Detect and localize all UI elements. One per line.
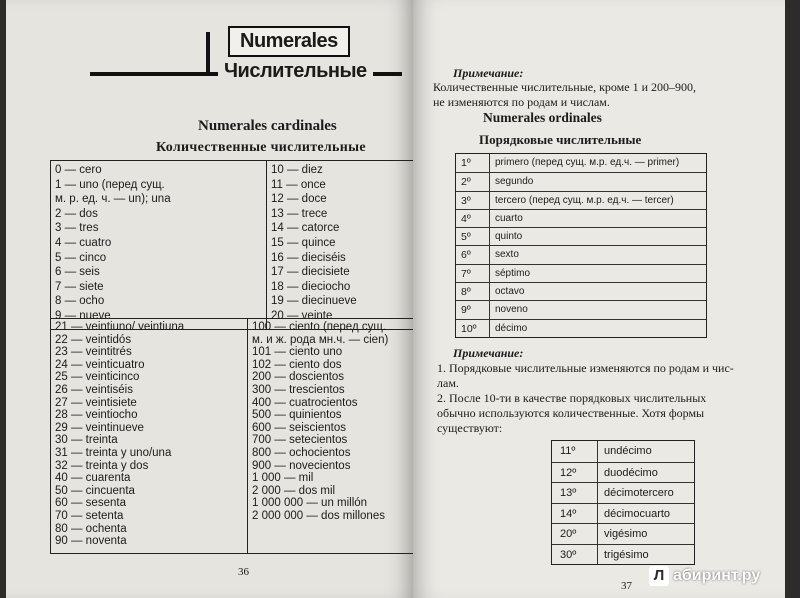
text-line: 60 — sesenta [55,497,126,510]
ordinal-number: 3º [456,192,490,209]
text-line: 500 — quinientos [252,409,342,422]
cardinals-table-1-col-1 [51,161,266,329]
ordinal-number: 14º [552,504,598,524]
text-line: 600 — seiscientos [252,421,346,434]
ordinal-number: 20º [552,524,598,544]
header-rule-vertical [206,32,210,74]
left-page [6,0,413,598]
cardinals-table-1-col-2 [266,161,413,329]
text-line: 900 — novecientos [252,459,351,472]
ordinal-word: quinto [495,231,523,243]
text-line: 7 — siete [55,280,104,293]
text-line: 28 — veintiocho [55,409,138,422]
ordinal-number: 4º [456,210,490,227]
labirint-logo-icon: Л [649,566,669,586]
text-line: Количественные числительные, кроме 1 и 200–900, [433,80,697,94]
section-title-russian: Количественные числительные [156,140,366,155]
text-line: 5 — cinco [55,251,107,264]
ordinal-number: 30º [552,545,598,565]
table-row [552,503,694,524]
text-line: 300 — trescientos [252,383,345,396]
ordinal-number: 11º [552,441,598,462]
ordinals-title-spanish: Numerales ordinales [483,110,602,125]
text-line: 50 — cincuenta [55,484,135,497]
ordinal-number: 12º [552,463,598,483]
text-line: 21 — veintiuno/ veintiuna [55,321,185,333]
ordinal-word: cuarto [495,212,523,224]
text-line: 11 — once [271,178,326,191]
text-line: 2. После 10-ти в качестве порядковых числительных [437,391,707,405]
text-line: 400 — cuatrocientos [252,396,358,409]
table-row [552,441,694,462]
table-row [552,482,694,503]
ordinal-word: décimocuarto [604,507,671,520]
text-line: обычно используются количественные. Хотя формы [437,406,705,420]
ordinal-number: 6º [456,246,490,263]
text-line: 700 — setecientos [252,434,348,447]
page-number-right: 37 [621,580,632,592]
cardinals-table-2-col-2 [247,319,413,553]
text-line: 4 — cuatro [55,236,112,249]
text-line: 2 000 — dos mil [252,484,336,497]
text-line: 800 — ochocientos [252,446,351,459]
text-line: 2 000 000 — dos millones [252,509,385,522]
text-line: 16 — dieciséis [271,251,346,264]
text-line: м. и ж. рода мн.ч. — cien) [252,333,389,346]
text-line: 40 — cuarenta [55,472,131,485]
ordinal-word: primero (перед сущ. м.р. ед.ч. — primer) [495,157,680,168]
text-line: не изменяются по родам и числам. [433,95,610,109]
table-row [456,264,706,282]
note2-title: Примечание: [453,346,524,360]
text-line: 14 — catorce [271,222,340,235]
ordinal-word: undécimo [604,445,652,457]
text-line: 102 — ciento dos [252,358,342,371]
text-line: м. р. ед. ч. — un); una [55,193,171,206]
right-page [413,0,785,598]
table-row [456,172,706,190]
cardinals-table-2 [50,318,414,554]
ordinal-number: 8º [456,283,490,300]
text-line: 80 — ochenta [55,522,127,535]
text-line: 32 — treinta y dos [55,459,149,472]
text-line: 1. Порядковые числительные изменяются по родам и чис- [437,361,734,375]
text-line: 12 — doce [271,193,327,206]
table-row [456,319,706,337]
text-line: 24 — veinticuatro [55,358,145,371]
header-russian: Числительные [218,60,373,83]
higher-ordinals-table [551,440,695,565]
ordinal-word: trigésimo [604,548,649,561]
text-line: 13 — trece [271,207,328,220]
ordinal-number: 1º [456,154,490,172]
header-spanish: Numerales [228,26,350,57]
watermark-logo [649,566,760,586]
text-line: 20 — veinte [271,309,333,322]
note1-title: Примечание: [453,66,524,80]
table-row [456,227,706,245]
text-line: 17 — diecisiete [271,266,350,279]
table-row [456,282,706,300]
text-line: 6 — seis [55,266,100,279]
text-line: 30 — treinta [55,434,118,447]
text-line: 10 — diez [271,164,323,176]
ordinal-word: octavo [495,286,525,298]
table-row [456,154,706,172]
cardinals-table-1 [50,160,414,330]
text-line: 25 — veinticinco [55,371,140,384]
text-line: 8 — ocho [55,295,105,308]
text-line: 26 — veintiséis [55,383,133,396]
table-row [456,209,706,227]
note1-text [433,80,696,110]
text-line: 70 — setenta [55,509,124,522]
text-line: 90 — noventa [55,535,127,548]
page-number-left: 36 [238,566,249,578]
text-line: 19 — diecinueve [271,295,357,308]
text-line: 9 — nueve [55,309,111,322]
text-line: 1 000 — mil [252,472,314,485]
text-line: 29 — veintinueve [55,421,144,434]
text-line: существуют: [437,421,503,435]
ordinal-number: 5º [456,228,490,245]
note2-text [437,361,777,436]
text-line: 100 — ciento (перед сущ. [252,321,387,333]
ordinals-table [455,153,707,338]
ordinal-number: 7º [456,265,490,282]
ordinal-word: tercero (перед сущ. м.р. ед.ч. — tercer) [495,194,674,206]
text-line: 18 — dieciocho [271,280,351,293]
text-line: 3 — tres [55,222,99,235]
ordinal-number: 2º [456,173,490,190]
cardinals-table-2-col-1 [51,319,247,553]
ordinals-title-russian: Порядковые числительные [479,132,642,147]
text-line: 0 — cero [55,164,102,176]
ordinal-word: sexto [495,249,519,261]
section-title-spanish: Numerales cardinales [198,118,337,134]
table-row [552,523,694,544]
text-line: 15 — quince [271,236,336,249]
text-line: 101 — ciento uno [252,346,343,359]
ordinal-word: noveno [495,304,528,316]
ordinal-word: décimo [495,322,528,334]
ordinal-word: vigésimo [604,528,648,540]
watermark-text: абиринт.ру [673,567,761,584]
text-line: лам. [437,376,459,390]
text-line: 200 — doscientos [252,371,345,384]
ordinal-word: décimotercero [604,487,674,499]
text-line: 23 — veintitrés [55,346,132,359]
table-row [552,462,694,483]
table-row [456,300,706,318]
ordinal-number: 10º [456,320,490,337]
text-line: 22 — veintidós [55,333,132,346]
ordinal-word: segundo [495,176,534,188]
text-line: 1 000 000 — un millón [252,497,368,510]
table-row [456,245,706,263]
ordinal-word: séptimo [495,267,531,279]
text-line: 27 — veintisiete [55,396,137,409]
text-line: 1 — uno (перед сущ. [55,178,165,191]
table-row [552,544,694,565]
ordinal-number: 9º [456,301,490,318]
text-line: 31 — treinta y uno/una [55,446,172,459]
table-row [456,191,706,209]
text-line: 2 — dos [55,207,98,220]
ordinal-number: 13º [552,483,598,503]
ordinal-word: duodécimo [604,466,658,479]
